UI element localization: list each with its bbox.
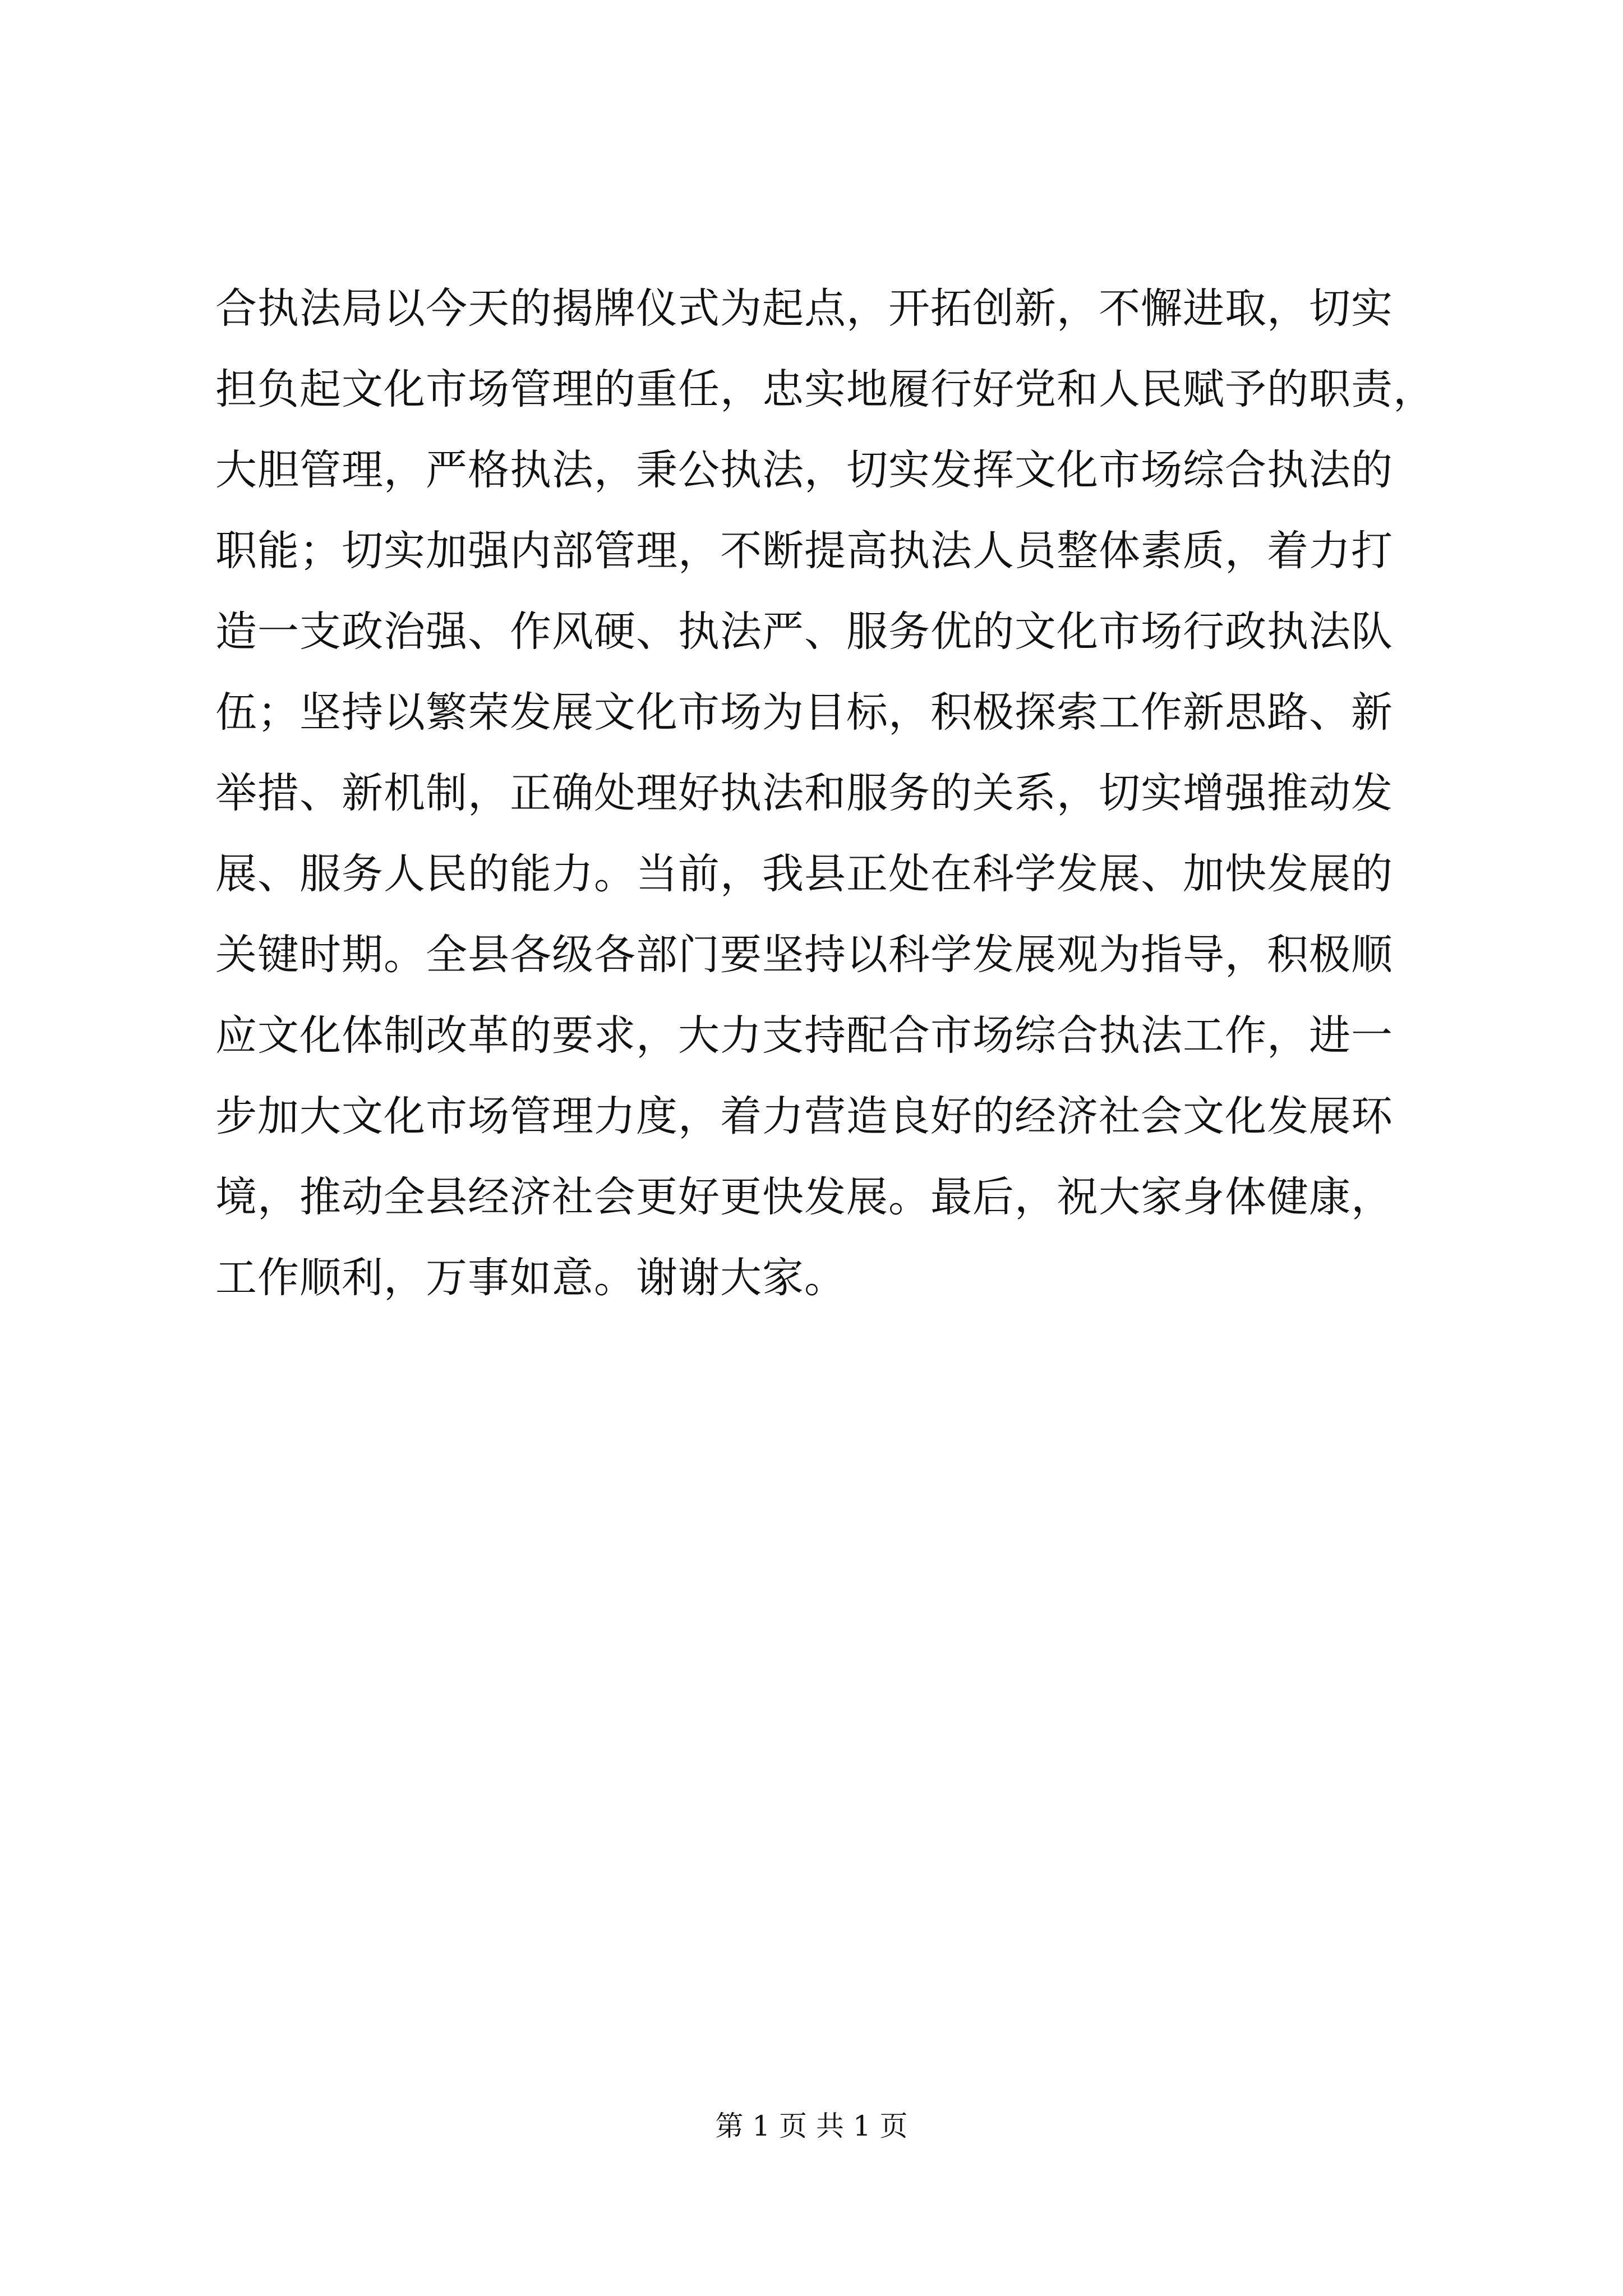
text-line: 举措、新机制，正确处理好执法和服务的关系，切实增强推动发: [215, 769, 1393, 817]
body-paragraph: [215, 268, 1494, 1318]
text-line: 境，推动全县经济社会更好更快发展。最后，祝大家身体健康，: [215, 1173, 1393, 1221]
text-line: 伍；坚持以繁荣发展文化市场为目标，积极探索工作新思路、新: [215, 688, 1393, 737]
text-line: 应文化体制改革的要求，大力支持配合市场综合执法工作，进一: [215, 1011, 1393, 1060]
text-line: 工作顺利，万事如意。谢谢大家。: [215, 1254, 846, 1302]
text-line: 关键时期。全县各级各部门要坚持以科学发展观为指导，积极顺: [215, 931, 1393, 979]
text-line: 担负起文化市场管理的重任，忠实地履行好党和人民赋予的职责，: [215, 365, 1435, 413]
text-line: 展、服务人民的能力。当前，我县正处在科学发展、加快发展的: [215, 850, 1393, 898]
text-line: 职能；切实加强内部管理，不断提高执法人员整体素质，着力打: [215, 527, 1393, 575]
text-line: 步加大文化市场管理力度，着力营造良好的经济社会文化发展环: [215, 1092, 1393, 1140]
text-line: 造一支政治强、作风硬、执法严、服务优的文化市场行政执法队: [215, 608, 1393, 656]
text-line: 合执法局以今天的揭牌仪式为起点，开拓创新，不懈进取，切实: [215, 284, 1393, 333]
page-footer: 第 1 页 共 1 页: [715, 2110, 908, 2142]
text-line: 大胆管理，严格执法，秉公执法，切实发挥文化市场综合执法的: [215, 446, 1393, 494]
